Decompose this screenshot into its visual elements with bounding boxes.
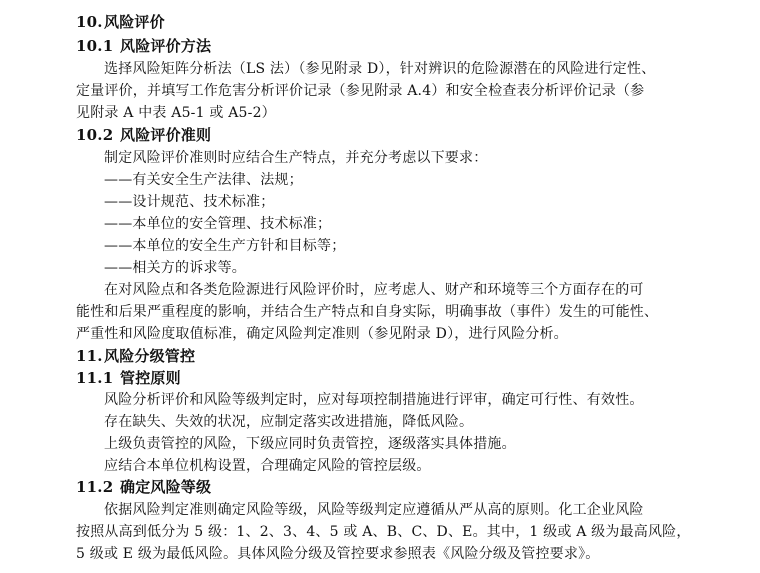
paragraph-line: 5 级或 E 级为最低风险。具体风险分级及管控要求参照表《风险分级及管控要求》。 <box>76 546 600 562</box>
section-heading-11-2 <box>76 477 211 497</box>
section-title: 确定风险等级 <box>120 478 212 496</box>
paragraph-line: 选择风险矩阵分析法（LS 法）（参见附录 D），针对辨识的危险源潜在的风险进行定性、 <box>104 61 656 77</box>
paragraph-line: 制定风险评价准则时应结合生产特点，并充分考虑以下要求： <box>104 150 488 166</box>
paragraph-line: 存在缺失、失效的状况，应制定落实改进措施，降低风险。 <box>104 414 474 430</box>
list-item: ——有关安全生产法律、法规； <box>104 172 303 188</box>
paragraph-line: 严重性和风险度取值标准，确定风险判定准则（参见附录 D），进行风险分析。 <box>76 326 568 342</box>
paragraph-line: 应结合本单位机构设置，合理确定风险的管控层级。 <box>104 458 431 474</box>
section-title: 风险评价方法 <box>120 37 212 55</box>
list-item: ——设计规范、技术标准； <box>104 194 275 210</box>
paragraph-line: 上级负责管控的风险，下级应同时负责管控，逐级落实具体措施。 <box>104 436 516 452</box>
section-number: 11. <box>76 347 103 365</box>
paragraph-line: 能性和后果严重程度的影响，并结合生产特点和自身实际，明确事故（事件）发生的可能性、 <box>76 304 659 320</box>
section-number: 10.1 <box>76 37 114 55</box>
paragraph-line: 按照从高到低分为 5 级：1、2、3、4、5 或 A、B、C、D、E。其中，1 级或 A 级为最高风险， <box>76 524 691 540</box>
section-heading-11 <box>76 346 195 366</box>
paragraph-line: 在对风险点和各类危险源进行风险评价时，应考虑人、财产和环境等三个方面存在的可 <box>104 282 644 298</box>
section-title: 风险分级管控 <box>104 347 196 365</box>
section-heading-10-2 <box>76 125 211 145</box>
section-heading-10-1 <box>76 36 211 56</box>
list-item: ——本单位的安全生产方针和目标等； <box>104 238 346 254</box>
section-number: 11.2 <box>76 478 114 496</box>
section-title: 风险评价准则 <box>120 126 212 144</box>
section-heading-11-1 <box>76 368 181 388</box>
section-title: 风险评价 <box>104 13 165 31</box>
paragraph-line: 风险分析评价和风险等级判定时，应对每项控制措施进行评审，确定可行性、有效性。 <box>104 392 644 408</box>
paragraph-line: 定量评价，并填写工作危害分析评价记录（参见附录 A.4）和安全检查表分析评价记录（参 <box>76 83 645 99</box>
section-title: 管控原则 <box>120 369 181 387</box>
list-item: ——相关方的诉求等。 <box>104 260 246 276</box>
paragraph-line: 见附录 A 中表 A5-1 或 A5-2） <box>76 105 276 121</box>
section-number: 10. <box>76 13 103 31</box>
section-number: 11.1 <box>76 369 114 387</box>
list-item: ——本单位的安全管理、技术标准； <box>104 216 332 232</box>
section-heading-10 <box>76 12 165 32</box>
section-number: 10.2 <box>76 126 114 144</box>
paragraph-line: 依据风险判定准则确定风险等级，风险等级判定应遵循从严从高的原则。化工企业风险 <box>104 502 644 518</box>
